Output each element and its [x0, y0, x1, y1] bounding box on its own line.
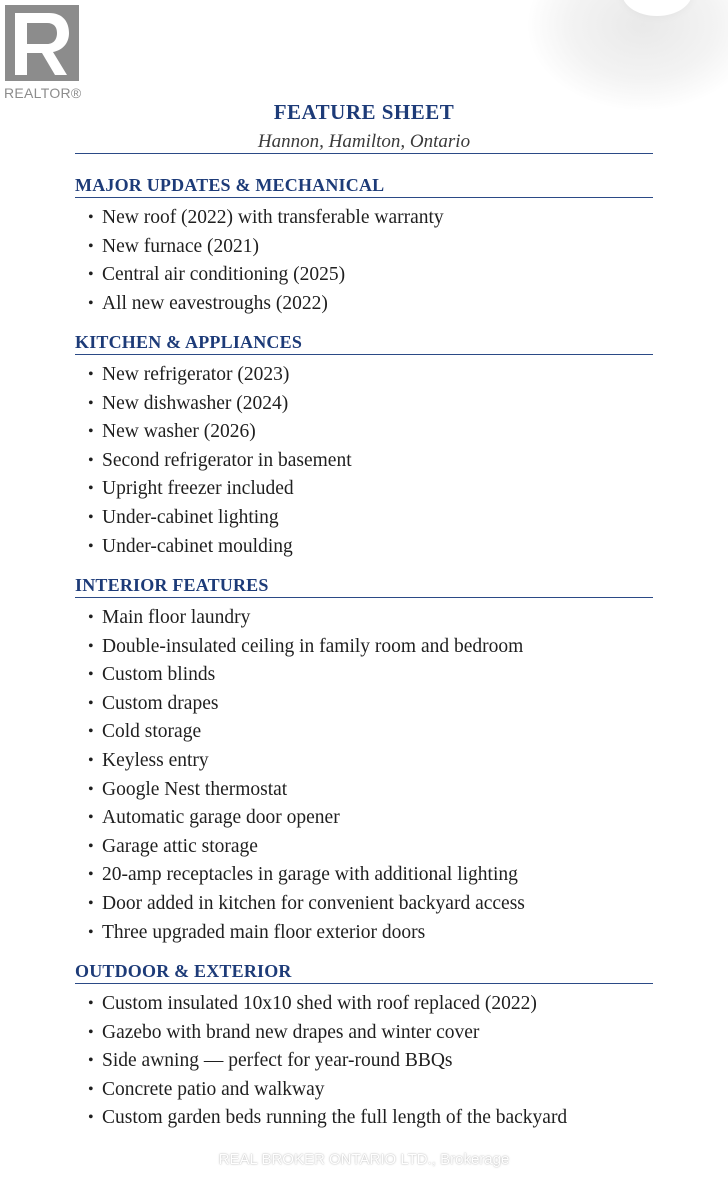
feature-list	[75, 984, 653, 1133]
list-item: • Custom blinds	[75, 661, 653, 690]
list-item: • Custom insulated 10x10 shed with roof replaced (2022)	[75, 990, 653, 1019]
page-title: FEATURE SHEET	[273, 100, 455, 124]
bullet-icon: •	[88, 394, 94, 412]
list-item: • Keyless entry	[75, 747, 653, 776]
bullet-icon: •	[88, 237, 94, 255]
bullet-icon: •	[88, 508, 94, 526]
list-item: • Automatic garage door opener	[75, 804, 653, 833]
list-item: • Custom garden beds running the full length of the backyard	[75, 1104, 653, 1133]
list-item: • New furnace (2021)	[75, 233, 653, 262]
list-item: • Concrete patio and walkway	[75, 1076, 653, 1105]
list-item: • Double-insulated ceiling in family room and bedroom	[75, 633, 653, 662]
bullet-icon: •	[88, 1023, 94, 1041]
list-item: • Upright freezer included	[75, 475, 653, 504]
bullet-icon: •	[88, 451, 94, 469]
bullet-icon: •	[88, 423, 94, 441]
bullet-icon: •	[88, 637, 94, 655]
bullet-icon: •	[88, 1080, 94, 1098]
feature-list	[75, 198, 653, 318]
list-item: • Gazebo with brand new drapes and winter cover	[75, 1019, 653, 1048]
bullet-icon: •	[88, 751, 94, 769]
list-item: • Side awning — perfect for year-round BBQs	[75, 1047, 653, 1076]
realtor-r-icon	[5, 5, 79, 81]
list-item: • Second refrigerator in basement	[75, 447, 653, 476]
list-item: • Central air conditioning (2025)	[75, 261, 653, 290]
list-item: • New washer (2026)	[75, 418, 653, 447]
list-item: • New dishwasher (2024)	[75, 390, 653, 419]
bullet-icon: •	[88, 723, 94, 741]
list-item: • Cold storage	[75, 718, 653, 747]
section-interior-features	[75, 574, 653, 947]
brokerage-watermark: REAL BROKER ONTARIO LTD., Brokerage	[218, 1151, 510, 1168]
bullet-icon: •	[88, 366, 94, 383]
bullet-icon: •	[88, 923, 94, 941]
bullet-icon: •	[88, 266, 94, 284]
bullet-icon: •	[88, 609, 94, 626]
corner-decoration	[528, 0, 728, 110]
list-item: • All new eavestroughs (2022)	[75, 290, 653, 319]
bullet-icon: •	[88, 780, 94, 798]
list-item: • New refrigerator (2023)	[75, 361, 653, 390]
bullet-icon: •	[88, 209, 94, 226]
bullet-icon: •	[88, 894, 94, 912]
feature-list	[75, 598, 653, 947]
list-item: • Door added in kitchen for convenient backyard access	[75, 890, 653, 919]
list-item: • Garage attic storage	[75, 833, 653, 862]
section-major-updates	[75, 174, 653, 318]
bullet-icon: •	[88, 694, 94, 712]
list-item: • Under-cabinet lighting	[75, 504, 653, 533]
bullet-icon: •	[88, 294, 94, 312]
bullet-icon: •	[88, 866, 94, 884]
section-kitchen-appliances	[75, 331, 653, 561]
bullet-icon: •	[88, 480, 94, 498]
bullet-icon: •	[88, 666, 94, 684]
section-heading: OUTDOOR & EXTERIOR	[75, 960, 653, 984]
title-divider	[75, 153, 653, 154]
bullet-icon: •	[88, 537, 94, 555]
section-heading: INTERIOR FEATURES	[75, 574, 653, 598]
bullet-icon: •	[88, 837, 94, 855]
bullet-icon: •	[88, 1109, 94, 1127]
bullet-icon: •	[88, 809, 94, 827]
section-heading: MAJOR UPDATES & MECHANICAL	[75, 174, 653, 198]
section-heading: KITCHEN & APPLIANCES	[75, 331, 653, 355]
list-item: • Main floor laundry	[75, 604, 653, 633]
section-outdoor-exterior	[75, 960, 653, 1133]
feature-list	[75, 355, 653, 561]
list-item: • 20-amp receptacles in garage with additional lighting	[75, 861, 653, 890]
bullet-icon: •	[88, 995, 94, 1012]
list-item: • Custom drapes	[75, 690, 653, 719]
list-item: • Google Nest thermostat	[75, 776, 653, 805]
realtor-logo	[4, 5, 86, 100]
bullet-icon: •	[88, 1052, 94, 1070]
realtor-logo-text: REALTOR®	[4, 85, 82, 101]
page-subtitle: Hannon, Hamilton, Ontario	[257, 131, 471, 152]
list-item: • Under-cabinet moulding	[75, 533, 653, 562]
list-item: • Three upgraded main floor exterior doors	[75, 919, 653, 948]
list-item: • New roof (2022) with transferable warranty	[75, 204, 653, 233]
